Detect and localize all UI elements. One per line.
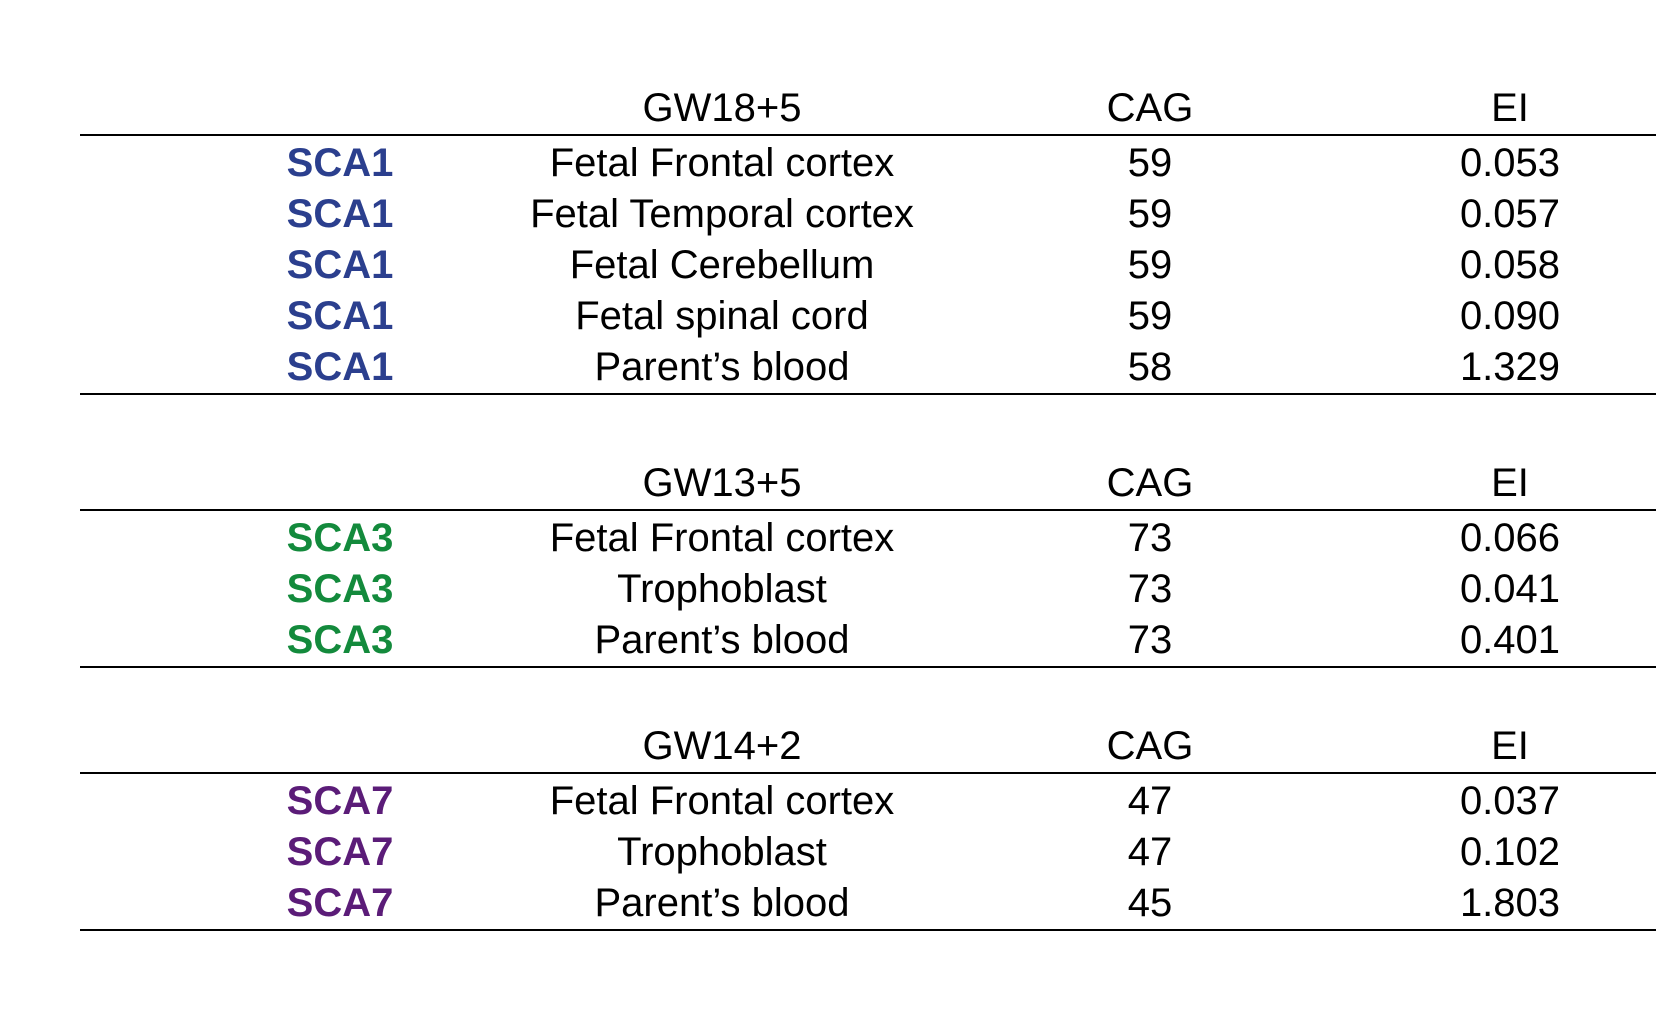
row-label: SCA1 (286, 192, 394, 236)
section-bottom-rule (80, 929, 1656, 931)
row-cag: 73 (1127, 516, 1173, 560)
row-tissue: Fetal Cerebellum (569, 243, 875, 287)
row-label: SCA3 (286, 516, 394, 560)
row-label: SCA7 (286, 830, 394, 874)
section-bottom-rule (80, 666, 1656, 668)
column-header-tissue: GW14+2 (642, 724, 802, 768)
row-tissue: Parent’s blood (594, 345, 850, 389)
row-cag: 45 (1127, 881, 1173, 925)
row-tissue: Fetal Frontal cortex (549, 141, 895, 185)
row-tissue: Trophoblast (617, 567, 827, 611)
row-label: SCA7 (286, 779, 394, 823)
row-tissue: Trophoblast (617, 830, 827, 874)
row-tissue: Fetal spinal cord (575, 294, 869, 338)
table-section-2 (80, 455, 1656, 675)
column-header-tissue: GW18+5 (642, 86, 802, 130)
table-section-3 (80, 718, 1656, 938)
row-label: SCA1 (286, 294, 394, 338)
row-cag: 59 (1127, 192, 1173, 236)
row-cag: 47 (1127, 779, 1173, 823)
column-header-ei: EI (1491, 461, 1529, 505)
row-cag: 59 (1127, 141, 1173, 185)
column-header-tissue: GW13+5 (642, 461, 802, 505)
row-ei: 0.053 (1459, 141, 1561, 185)
row-ei: 0.057 (1459, 192, 1561, 236)
column-header-cag: CAG (1106, 86, 1194, 130)
row-label: SCA1 (286, 243, 394, 287)
row-ei: 0.066 (1459, 516, 1561, 560)
row-ei: 0.058 (1459, 243, 1561, 287)
row-label: SCA3 (286, 567, 394, 611)
column-header-ei: EI (1491, 724, 1529, 768)
header-divider (80, 772, 1656, 774)
row-ei: 0.102 (1459, 830, 1561, 874)
row-tissue: Fetal Frontal cortex (549, 516, 895, 560)
row-tissue: Parent’s blood (594, 618, 850, 662)
column-header-ei: EI (1491, 86, 1529, 130)
header-divider (80, 134, 1656, 136)
table-section-1 (80, 80, 1656, 400)
row-cag: 47 (1127, 830, 1173, 874)
row-tissue: Parent’s blood (594, 881, 850, 925)
section-bottom-rule (80, 393, 1656, 395)
row-ei: 1.329 (1459, 345, 1561, 389)
row-cag: 73 (1127, 567, 1173, 611)
row-label: SCA1 (286, 345, 394, 389)
row-cag: 73 (1127, 618, 1173, 662)
row-ei: 0.037 (1459, 779, 1561, 823)
column-header-cag: CAG (1106, 724, 1194, 768)
row-cag: 59 (1127, 294, 1173, 338)
row-ei: 0.041 (1459, 567, 1561, 611)
row-label: SCA3 (286, 618, 394, 662)
row-ei: 1.803 (1459, 881, 1561, 925)
row-cag: 59 (1127, 243, 1173, 287)
row-ei: 0.401 (1459, 618, 1561, 662)
row-cag: 58 (1127, 345, 1173, 389)
row-tissue: Fetal Frontal cortex (549, 779, 895, 823)
row-label: SCA7 (286, 881, 394, 925)
row-tissue: Fetal Temporal cortex (530, 192, 914, 236)
column-header-cag: CAG (1106, 461, 1194, 505)
row-label: SCA1 (286, 141, 394, 185)
row-ei: 0.090 (1459, 294, 1561, 338)
header-divider (80, 509, 1656, 511)
